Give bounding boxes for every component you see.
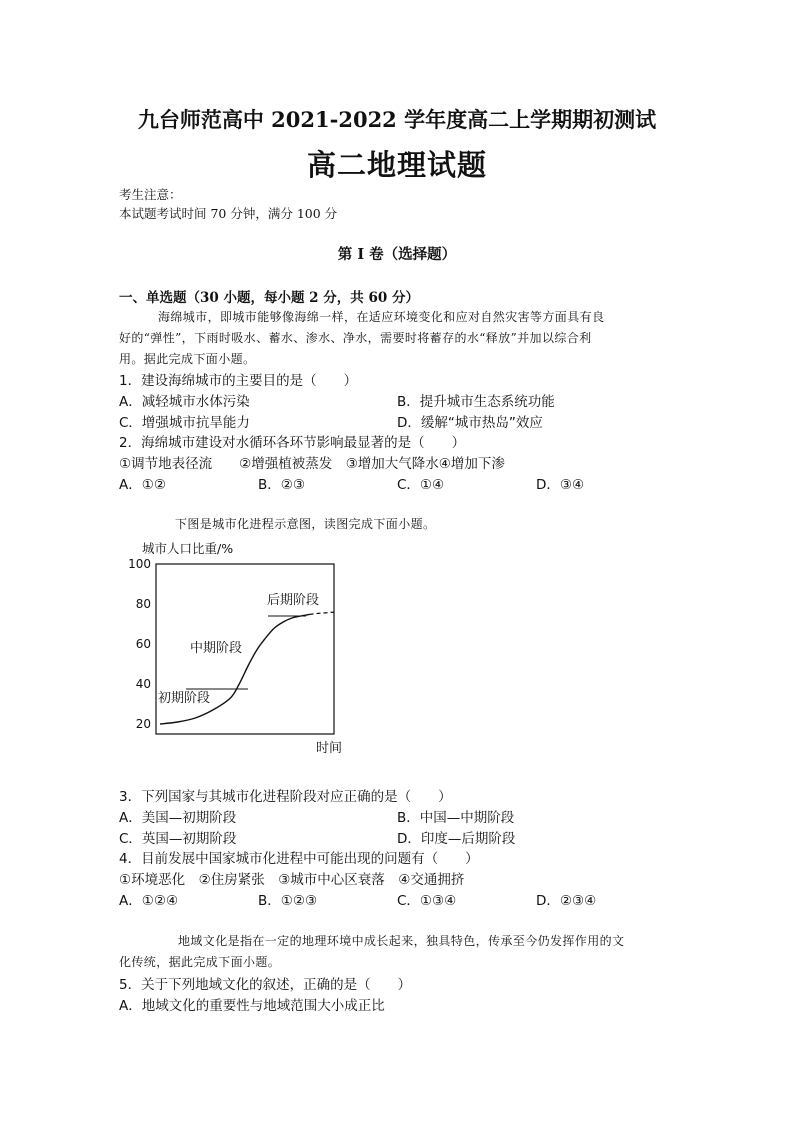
q2-option-b: B．②③ — [258, 477, 305, 493]
q3-option-d: D．印度—后期阶段 — [397, 831, 516, 847]
urbanization-curve — [160, 614, 310, 724]
q4-option-d: D．②③④ — [536, 893, 597, 909]
passage2: 下图是城市化进程示意图，读图完成下面小题。 — [175, 517, 436, 531]
passage1-line3: 用。据此完成下面小题。 — [119, 352, 256, 366]
passage1-line1: 海绵城市，即城市能够像海绵一样，在适应环境变化和应对自然灾害等方面具有良 — [158, 310, 605, 324]
stage-label-late: 后期阶段 — [267, 593, 320, 608]
q4-option-c: C．①③④ — [397, 893, 457, 909]
q2-option-a: A．①② — [119, 477, 166, 493]
urbanization-curve-projection — [310, 612, 336, 614]
stage-label-middle: 中期阶段 — [190, 641, 243, 656]
q4-items: ①环境恶化 ②住房紧张 ③城市中心区衰落 ④交通拥挤 — [119, 872, 465, 888]
q1-option-c: C．增强城市抗旱能力 — [119, 415, 250, 431]
q3-stem: 3．下列国家与其城市化进程阶段对应正确的是（ ） — [119, 789, 452, 805]
q2-option-c: C．①④ — [397, 477, 445, 493]
q3-option-b: B．中国—中期阶段 — [397, 810, 515, 826]
q2-items: ①调节地表径流 ②增强植被蒸发 ③增加大气降水④增加下渗 — [119, 456, 505, 472]
q1-option-a: A．减轻城市水体污染 — [119, 394, 250, 410]
q2-stem: 2．海绵城市建设对水循环各环节影响最显著的是（ ） — [119, 435, 466, 451]
section-title: 第 I 卷（选择题） — [337, 246, 457, 263]
q5-option-a: A．地域文化的重要性与地域范围大小成正比 — [119, 998, 385, 1014]
q4-stem: 4．目前发展中国家城市化进程中可能出现的问题有（ ） — [119, 851, 479, 867]
q5-stem: 5．关于下列地域文化的叙述，正确的是（ ） — [119, 977, 412, 993]
passage1-line2: 好的“弹性”，下雨时吸水、蓄水、渗水、净水，需要时将蓄存的水“释放”并加以综合利 — [119, 331, 592, 345]
q3-option-a: A．美国—初期阶段 — [119, 810, 237, 826]
exam-title: 九台师范高中 2021-2022 学年度高二上学期期初测试 — [137, 107, 657, 132]
urbanization-chart — [118, 538, 358, 758]
q4-option-b: B．①②③ — [258, 893, 318, 909]
y-axis-label: 城市人口比重/% — [142, 541, 234, 556]
q1-option-d: D．缓解“城市热岛”效应 — [397, 415, 543, 431]
y-tick-label: 60 — [135, 637, 151, 651]
q1-option-b: B．提升城市生态系统功能 — [397, 394, 555, 410]
notice-label: 考生注意： — [119, 187, 182, 202]
q1-stem: 1．建设海绵城市的主要目的是（ ） — [119, 373, 358, 389]
q3-option-c: C．英国—初期阶段 — [119, 831, 237, 847]
q4-option-a: A．①②④ — [119, 893, 179, 909]
question-type-heading: 一、单选题（30 小题，每小题 2 分，共 60 分） — [119, 290, 419, 306]
q2-option-d: D．③④ — [536, 477, 585, 493]
x-axis-label: 时间 — [316, 741, 343, 756]
y-tick-label: 40 — [135, 677, 151, 691]
urbanization-chart-svg — [118, 538, 358, 758]
y-tick-label: 80 — [135, 597, 151, 611]
stage-label-initial: 初期阶段 — [158, 691, 211, 706]
y-tick-label: 100 — [128, 557, 151, 571]
subject-title: 高二地理试题 — [306, 148, 487, 182]
notice-text: 本试题考试时间 70 分钟，满分 100 分 — [119, 206, 338, 221]
passage3-line1: 地域文化是指在一定的地理环境中成长起来，独具特色，传承至今仍发挥作用的文 — [178, 934, 625, 948]
plot-frame — [156, 564, 334, 734]
y-tick-label: 20 — [135, 717, 151, 731]
passage3-line2: 化传统，据此完成下面小题。 — [119, 955, 281, 969]
y-ticks — [128, 557, 151, 731]
